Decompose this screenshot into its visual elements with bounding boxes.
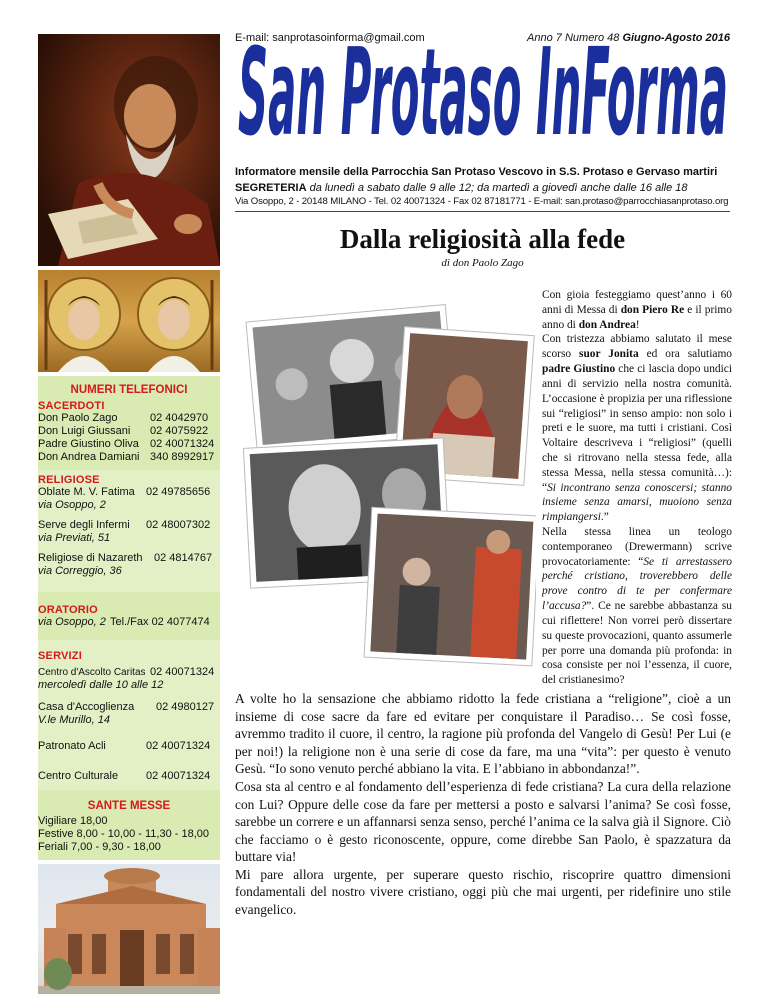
article-byline: di don Paolo Zago <box>441 257 524 269</box>
list-item: Don Paolo Zago 02 4042970 <box>38 412 209 424</box>
address-text: V.le Murillo, 14 <box>38 714 110 726</box>
photo-collage <box>240 284 536 668</box>
list-item: Serve degli Infermi 02 48007302 <box>38 519 211 531</box>
article-paragraph: A volte ho la sensazione che abbiamo ridotto la fede cristiana a “religione”, cioè a un insieme di cose sacre da fare ed evitare per conquistare il Paradiso… Se così fosse, avremmo tradito il cuore, il centro, la ragione più profonda del Vangelo di Gesù! Per Lui (e per noi!) la religione non è una serie di cose da fare, ma una “vita”: per questo è venuto Gesù. “Io sono venuto perché abbiano la vita. E l’abbiano in abbondanza!”. <box>235 690 731 777</box>
sacerdoti-heading: SACERDOTI <box>38 400 105 412</box>
article-paragraph: Con tristezza abbiamo salutato il mese scorso suor Jonita ed ora salutiamo padre Giustino che ci lascia dopo undici anni di servizio nella nostra comunità. L’occasione è propizia per una riflessione sui “religiosi” in senso ampio: non solo i preti e le suore, ma tutti i cristiani. Così Voltaire descriveva i “religiosi” (quelli che si ritrovano nella stessa fede, alla stessa Messa, nella stessa comunità…): “Si incontrano senza conoscersi; stanno insieme senza amarsi, muoiono senza rimpiangersi.” <box>542 333 733 524</box>
header-email: E-mail: sanprotasoinforma@gmail.com <box>235 32 425 44</box>
list-item: Centro Culturale 02 40071324 <box>38 770 211 782</box>
segreteria-hours: SEGRETERIA da lunedì a sabato dalle 9 alle 12; da martedì a giovedì anche dalle 16 alle 18 <box>235 182 688 194</box>
servizi-heading: SERVIZI <box>38 650 82 662</box>
mass-times-item: Festive 8,00 - 10,00 - 11,30 - 18,00 <box>38 828 210 840</box>
oratorio-heading: ORATORIO <box>38 604 98 616</box>
header-divider <box>235 211 730 212</box>
article-title: Dalla religiosità alla fede <box>339 224 626 254</box>
list-item: via Osoppo, 2 Tel./Fax 02 4077474 <box>38 616 210 628</box>
phone-numbers-title: NUMERI TELEFONICI <box>70 384 188 396</box>
sante-messe-heading: SANTE MESSE <box>87 800 171 812</box>
article-paragraph: Mi pare allora urgente, per superare questo rischio, riscoprire quattro dimensioni fondamentali del nostro vivere cristiano, oggi più che mai urgenti, per ridefinire uno stile evangelico. <box>235 866 731 918</box>
list-item: Religiose di Nazareth 02 4814767 <box>38 552 213 564</box>
sidebar <box>38 34 220 962</box>
list-item: Casa d'Accoglienza 02 4980127 <box>38 701 215 713</box>
address-text: via Osoppo, 2 <box>38 499 106 511</box>
list-item: Padre Giustino Oliva 02 40071324 <box>38 438 215 450</box>
list-item: Centro d'Ascolto Caritas 02 40071324 <box>38 666 215 678</box>
address-text: via Correggio, 36 <box>38 565 122 577</box>
article-column-right <box>542 288 732 688</box>
masthead-logo <box>233 42 733 154</box>
list-item: Don Andrea Damiani 340 8992917 <box>38 451 215 463</box>
mass-times-item: Feriali 7,00 - 9,30 - 18,00 <box>38 841 161 853</box>
mass-times-item: Vigiliare 18,00 <box>38 815 108 827</box>
phone-numbers-panel <box>38 376 220 860</box>
issue-info: Anno 7 Numero 48 Giugno-Agosto 2016 <box>527 32 730 44</box>
tagline: Informatore mensile della Parrocchia San Protaso Vescovo in S.S. Protaso e Gervaso martiri <box>235 166 718 178</box>
article-paragraph: Cosa sta al centro e al fondamento dell’esperienza di fede cristiana? La cura della relazione con Lui? Oppure delle cose da fare per mettersi a posto e salvarsi l’anima? Se così fosse, sarebbe un correre e un affannarsi senza senso, perché l’anima ce la salva già il Signore. Ciò che facciamo o è gesto riconoscente, oppure, come direbbe San Paolo, è spazzatura da buttare via! <box>235 778 731 865</box>
hours-text: mercoledì dalle 10 alle 12 <box>38 679 164 691</box>
article-paragraph: Con gioia festeggiamo quest’anno i 60 anni di Messa di don Piero Re e il primo anno di don Andrea! <box>542 289 732 331</box>
saint-painting-image <box>38 34 220 266</box>
list-item: Patronato Acli 02 40071324 <box>38 740 211 752</box>
parish-address: Via Osoppo, 2 - 20148 MILANO - Tel. 02 40071324 - Fax 02 87181771 - E-mail: san.protaso@parrocchiasanprotaso.org <box>235 196 729 207</box>
religiose-heading: RELIGIOSE <box>38 474 100 486</box>
svg-text:San Protaso InForma: San Protaso InForma <box>238 42 728 154</box>
church-drawing-image <box>38 864 220 994</box>
article-paragraph: Nella stessa linea un teologo contemporaneo (Drewermann) scrive provocatoriamente: “Se ti arrestassero perché cristiano, troverebbero delle prove contro di te per confermare l’accusa?”. Ce ne sarebbe abbastanza su cui riflettere! Non vorrei però dissertare su queste provocazioni, quanto assumerle per porre una domanda più profonda: in cosa consiste per noi l’essenza, il cuore, del cristianesimo? <box>542 526 732 687</box>
address-text: via Previati, 51 <box>38 532 111 544</box>
list-item: Oblate M. V. Fatima 02 49785656 <box>38 486 211 498</box>
saints-mosaic-image <box>38 270 220 372</box>
article-column-full <box>235 690 731 919</box>
list-item: Don Luigi Giussani 02 4075922 <box>38 425 209 437</box>
